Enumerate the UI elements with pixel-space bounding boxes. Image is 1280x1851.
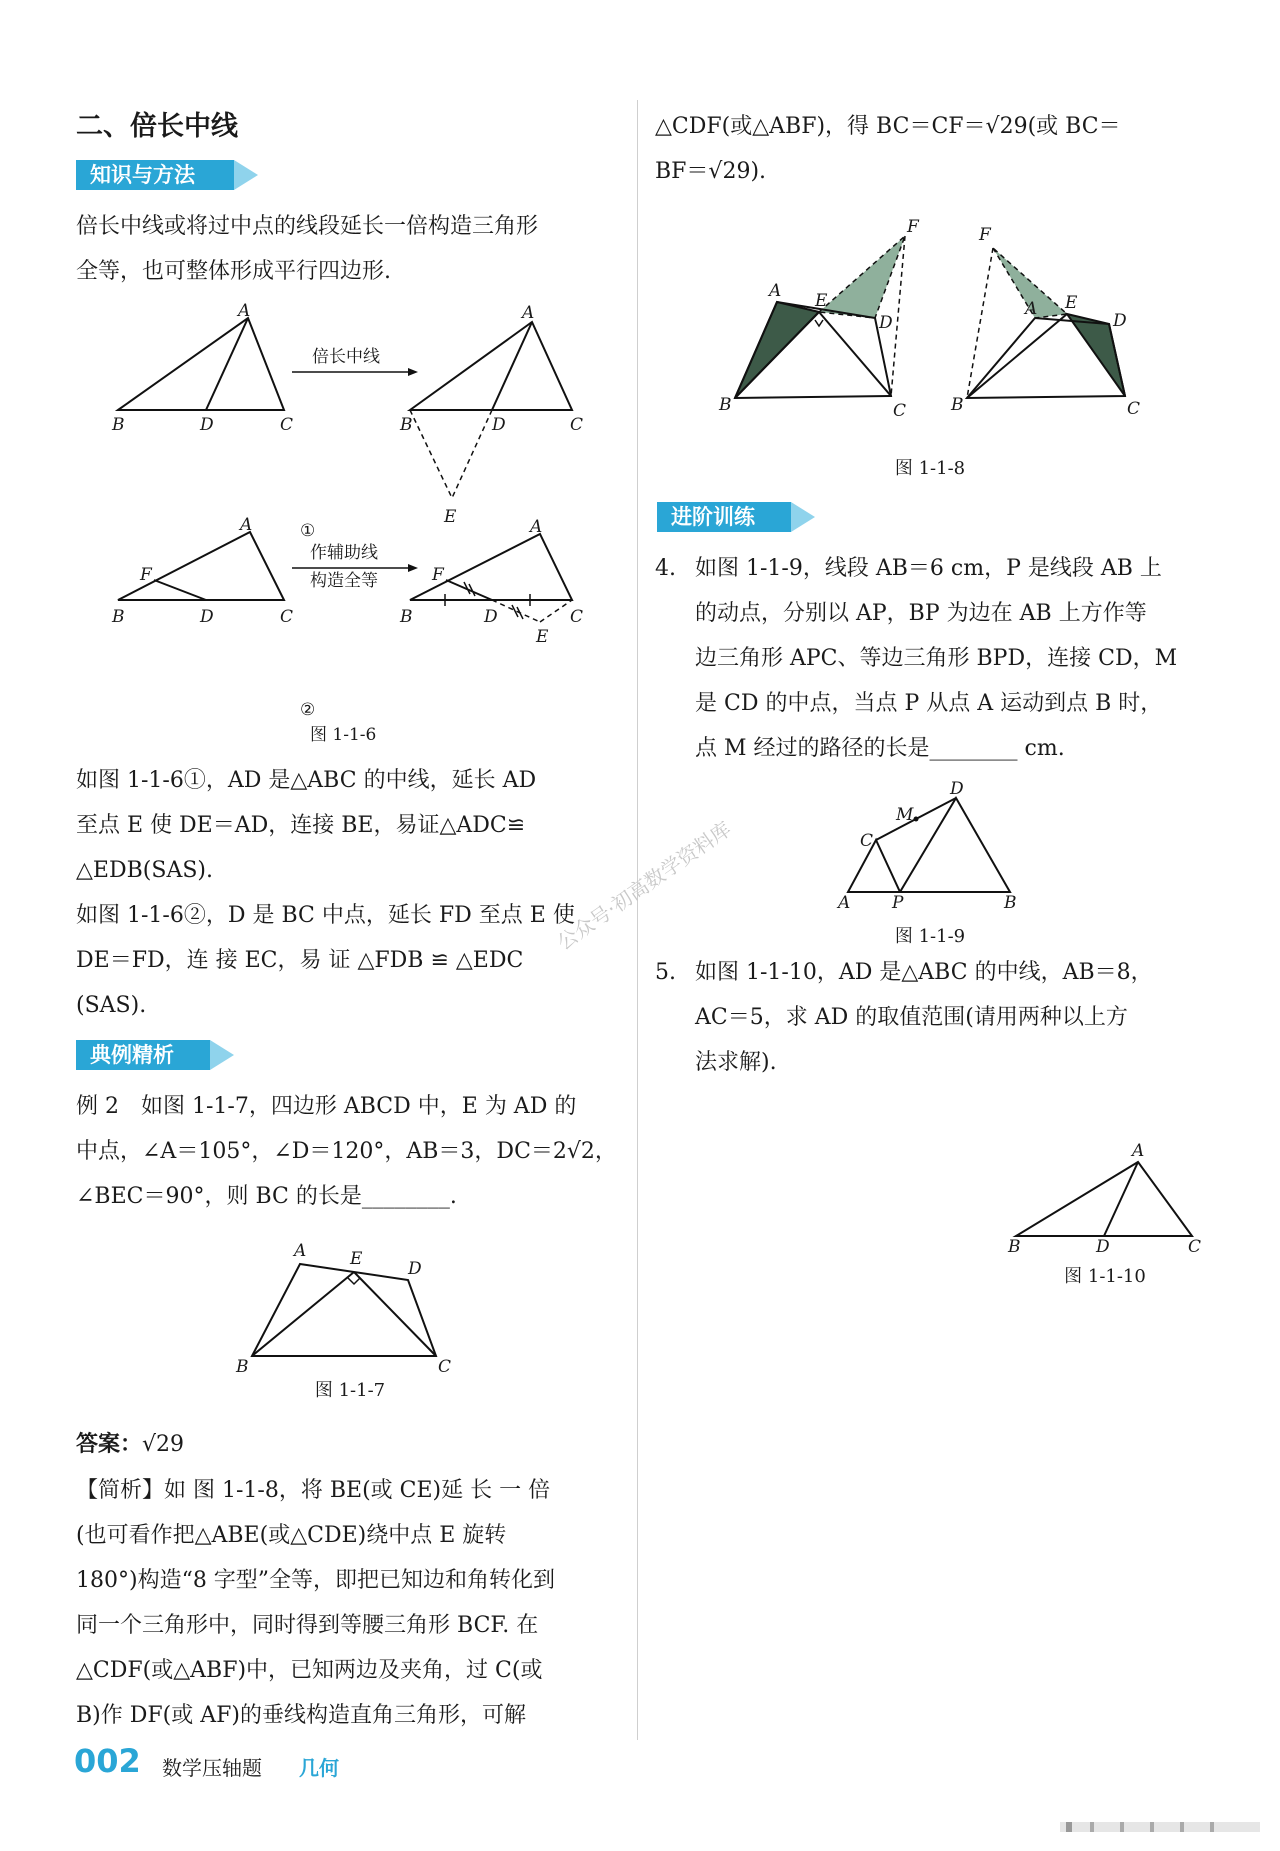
label-D3: D	[200, 607, 214, 627]
svg-text:C: C	[1188, 1237, 1202, 1257]
page-number: 002	[74, 1742, 141, 1780]
svg-text:C: C	[438, 1357, 452, 1377]
q4-text: 如图 1-1-9，线段 AB＝6 cm，P 是线段 AB 上 的动点，分别以 AP，BP 为边在 AB 上方作等 边三角形 APC、等边三角形 BPD，连接 CD，M 是 CD 的中点，当点 P 从点 A 运动到点 B 时， 点 M 经过的路径的长是________ cm.	[695, 556, 1178, 761]
svg-text:D: D	[408, 1259, 422, 1279]
svg-text:C: C	[893, 401, 907, 421]
label-E2: E	[444, 507, 457, 527]
label-D2: D	[492, 415, 506, 435]
figure-1-1-6	[100, 300, 600, 760]
explanation-text: 如图 1-1-6①，AD 是△ABC 的中线，延长 AD 至点 E 使 DE＝AD，连接 BE，易证△ADC≌ △EDB(SAS). 如图 1-1-6②，D 是 BC 中点，延长 FD 至点 E 使 DE＝FD，连 接 EC，易 证 △FDB ≌ △EDC (SAS).	[76, 768, 575, 1018]
fig118-caption: 图 1-1-8	[894, 458, 966, 479]
svg-text:A: A	[294, 1241, 307, 1261]
figure-1-1-8	[715, 210, 1155, 430]
label-A: A	[238, 301, 251, 321]
answer-line	[76, 1422, 621, 1467]
svg-text:B: B	[719, 395, 732, 415]
figure-1-1-10	[1000, 1140, 1220, 1260]
label-D: D	[200, 415, 214, 435]
svg-text:E: E	[350, 1249, 363, 1269]
label-F3: F	[140, 565, 152, 585]
svg-text:B: B	[1008, 1237, 1021, 1257]
svg-text:A: A	[1132, 1141, 1145, 1161]
svg-text:A: A	[769, 281, 782, 301]
example-2-text: 例 2 如图 1-1-7，四边形 ABCD 中，E 为 AD 的 中点，∠A＝105°，∠D＝120°，AB＝3，DC＝2√2， ∠BEC＝90°，则 BC 的长是________.	[76, 1094, 617, 1209]
page-edge-marks	[1060, 1822, 1260, 1832]
sub-label-2: ②	[300, 700, 316, 720]
answer-value: √29	[142, 1432, 185, 1457]
svg-text:C: C	[1127, 399, 1141, 419]
label-B: B	[112, 415, 125, 435]
svg-text:B: B	[1004, 893, 1017, 910]
svg-text:P: P	[892, 893, 904, 910]
svg-text:C: C	[860, 831, 874, 851]
svg-text:D: D	[879, 313, 893, 333]
analysis-continued: △CDF(或△ABF)，得 BC＝CF＝√29(或 BC＝ BF＝√29).	[655, 114, 1121, 184]
svg-text:A: A	[1025, 299, 1038, 319]
svg-text:F: F	[907, 217, 919, 237]
badge-example: 典例精析	[76, 1040, 256, 1070]
watermark-text: 公众号·初高数学资料库	[552, 816, 736, 955]
arrow-label-2a: 作辅助线	[310, 543, 378, 563]
label-C4: C	[570, 607, 584, 627]
svg-text:E: E	[815, 291, 828, 311]
analysis-text: 【简析】如 图 1-1-8，将 BE(或 CE)延 长 一 倍 (也可看作把△ABE(或△CDE)绕中点 E 旋转 180°)构造“8 字型”全等，即把已知边和角转化到 同一个三角形中，同时得到等腰三角形 BCF. 在 △CDF(或△ABF)中，已知两边及夹角，过 C(或 B)作 DF(或 AF)的垂线构造直角三角形，可解	[76, 1478, 556, 1728]
fig1110-caption: 图 1-1-10	[1064, 1266, 1146, 1287]
section-title: 二、倍长中线	[76, 111, 238, 142]
label-F4: F	[432, 565, 444, 585]
label-C: C	[280, 415, 294, 435]
badge-practice: 进阶训练	[657, 502, 837, 532]
label-E4: E	[536, 627, 549, 647]
q5-number: 5.	[655, 960, 676, 985]
label-C2: C	[570, 415, 584, 435]
q5-text: 如图 1-1-10，AD 是△ABC 的中线，AB＝8， AC＝5，求 AD 的取值范围(请用两种以上方 法求解).	[695, 960, 1153, 1075]
arrow-label-2b: 构造全等	[310, 571, 378, 591]
badge-knowledge: 知识与方法	[76, 160, 276, 190]
svg-text:B: B	[236, 1357, 249, 1377]
column-divider	[637, 100, 638, 1740]
svg-text:D: D	[1096, 1237, 1110, 1257]
label-A4: A	[530, 517, 543, 537]
label-A3: A	[240, 515, 253, 535]
label-B3: B	[112, 607, 125, 627]
category-label: 几何	[299, 1756, 339, 1780]
fig117-caption: 图 1-1-7	[314, 1380, 386, 1401]
svg-text:D: D	[950, 780, 964, 799]
answer-label: 答案：	[76, 1432, 143, 1457]
sub-label-1: ①	[300, 521, 316, 541]
svg-text:F: F	[979, 225, 991, 245]
arrow-label-1: 倍长中线	[312, 347, 380, 367]
label-A2: A	[522, 303, 535, 323]
label-B4: B	[400, 607, 413, 627]
figure-1-1-9	[830, 780, 1030, 910]
svg-text:B: B	[951, 395, 964, 415]
svg-text:A: A	[838, 893, 851, 910]
q4-number: 4.	[655, 556, 676, 581]
book-title: 数学压轴题	[162, 1756, 262, 1780]
label-B2: B	[400, 415, 413, 435]
fig116-caption: 图 1-1-6	[310, 725, 377, 745]
label-C3: C	[280, 607, 294, 627]
label-D4: D	[484, 607, 498, 627]
svg-text:D: D	[1113, 311, 1127, 331]
svg-text:M: M	[896, 805, 914, 825]
svg-text:E: E	[1065, 293, 1078, 313]
intro-text: 倍长中线或将过中点的线段延长一倍构造三角形 全等，也可整体形成平行四边形.	[76, 214, 539, 284]
fig119-caption: 图 1-1-9	[894, 926, 966, 947]
